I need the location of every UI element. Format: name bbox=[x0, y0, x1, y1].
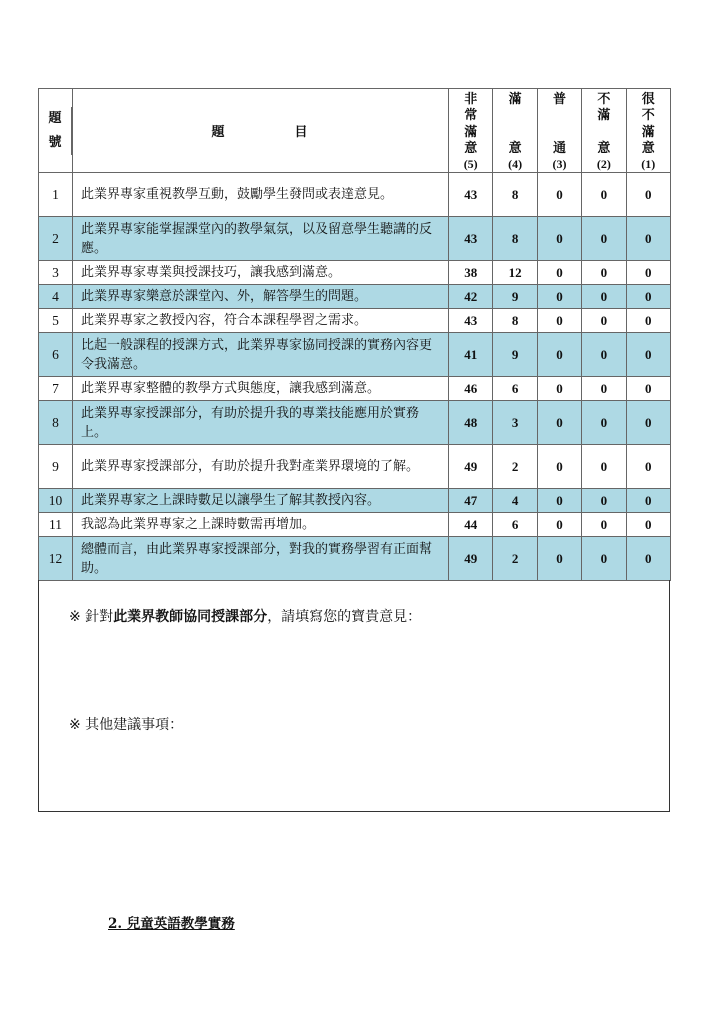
rating-count-3: 0 bbox=[537, 401, 581, 445]
table-row bbox=[39, 217, 671, 261]
header-number-bottom: 號 bbox=[48, 134, 62, 150]
rating-count-1: 0 bbox=[626, 333, 670, 377]
row-number: 11 bbox=[39, 513, 73, 537]
rating-count-5: 43 bbox=[449, 309, 493, 333]
rating-count-3: 0 bbox=[537, 377, 581, 401]
rating-count-4: 2 bbox=[493, 537, 537, 581]
row-number: 1 bbox=[39, 173, 73, 217]
rating-count-4: 3 bbox=[493, 401, 537, 445]
rating-count-4: 9 bbox=[493, 285, 537, 309]
comment-prompt-suffix: ，請填寫您的寶貴意見： bbox=[267, 609, 422, 625]
rating-count-2: 0 bbox=[582, 333, 626, 377]
rating-count-1: 0 bbox=[626, 173, 670, 217]
header-question-1: 題 bbox=[211, 125, 227, 140]
rating-count-4: 6 bbox=[493, 513, 537, 537]
rating-count-2: 0 bbox=[582, 285, 626, 309]
row-number: 8 bbox=[39, 401, 73, 445]
header-number bbox=[39, 89, 73, 173]
header-rating-4 bbox=[493, 89, 537, 173]
rating-count-2: 0 bbox=[582, 173, 626, 217]
rating-count-5: 42 bbox=[449, 285, 493, 309]
rating-count-5: 49 bbox=[449, 445, 493, 489]
rating-count-2: 0 bbox=[582, 489, 626, 513]
row-question: 總體而言，由此業界專家授課部分，對我的實務學習有正面幫助。 bbox=[73, 537, 449, 581]
header-number-top: 題 bbox=[48, 110, 62, 126]
rating-count-2: 0 bbox=[582, 377, 626, 401]
rating-count-5: 43 bbox=[449, 217, 493, 261]
rating-count-3: 0 bbox=[537, 217, 581, 261]
rating-count-3: 0 bbox=[537, 309, 581, 333]
rating-code: (2) bbox=[596, 156, 611, 171]
rating-count-5: 46 bbox=[449, 377, 493, 401]
rating-code: (3) bbox=[552, 156, 567, 171]
rating-count-4: 8 bbox=[493, 309, 537, 333]
rating-count-3: 0 bbox=[537, 489, 581, 513]
table-row bbox=[39, 445, 671, 489]
header-question bbox=[73, 89, 449, 173]
table-header-row bbox=[39, 89, 671, 173]
table-row bbox=[39, 489, 671, 513]
rating-count-2: 0 bbox=[582, 537, 626, 581]
rating-code: (1) bbox=[641, 156, 656, 171]
rating-count-2: 0 bbox=[582, 401, 626, 445]
rating-count-1: 0 bbox=[626, 537, 670, 581]
header-char: 意 bbox=[508, 141, 522, 157]
table-row bbox=[39, 333, 671, 377]
rating-count-1: 0 bbox=[626, 513, 670, 537]
row-question: 此業界專家授課部分，有助於提升我的專業技能應用於實務上。 bbox=[73, 401, 449, 445]
header-char: 不 bbox=[597, 91, 611, 107]
rating-count-4: 8 bbox=[493, 173, 537, 217]
header-char: 意 bbox=[464, 141, 478, 157]
rating-count-2: 0 bbox=[582, 445, 626, 489]
table-row bbox=[39, 309, 671, 333]
header-rating-2 bbox=[582, 89, 626, 173]
header-char: 滿 bbox=[641, 124, 655, 140]
rating-count-5: 44 bbox=[449, 513, 493, 537]
rating-count-3: 0 bbox=[537, 333, 581, 377]
rating-count-5: 41 bbox=[449, 333, 493, 377]
row-number: 2 bbox=[39, 217, 73, 261]
rating-count-3: 0 bbox=[537, 285, 581, 309]
row-question: 此業界專家能掌握課堂內的教學氣氛，以及留意學生聽講的反應。 bbox=[73, 217, 449, 261]
table-row bbox=[39, 173, 671, 217]
row-number: 9 bbox=[39, 445, 73, 489]
rating-count-4: 4 bbox=[493, 489, 537, 513]
comment-box[interactable] bbox=[38, 580, 670, 812]
rating-count-4: 6 bbox=[493, 377, 537, 401]
table-row bbox=[39, 285, 671, 309]
header-char bbox=[557, 109, 562, 123]
header-char: 通 bbox=[552, 141, 566, 157]
row-question: 此業界專家授課部分，有助於提升我對產業界環境的了解。 bbox=[73, 445, 449, 489]
row-question: 此業界專家之上課時數足以讓學生了解其教授內容。 bbox=[73, 489, 449, 513]
row-question: 此業界專家整體的教學方式與態度，讓我感到滿意。 bbox=[73, 377, 449, 401]
table-row bbox=[39, 537, 671, 581]
header-char: 滿 bbox=[508, 91, 522, 107]
rating-count-1: 0 bbox=[626, 309, 670, 333]
rating-count-1: 0 bbox=[626, 445, 670, 489]
header-char bbox=[602, 126, 607, 140]
header-question-2: 目 bbox=[294, 125, 310, 140]
rating-count-1: 0 bbox=[626, 377, 670, 401]
rating-count-2: 0 bbox=[582, 261, 626, 285]
rating-count-3: 0 bbox=[537, 445, 581, 489]
header-char bbox=[513, 109, 518, 123]
rating-code: (5) bbox=[463, 156, 478, 171]
rating-count-1: 0 bbox=[626, 285, 670, 309]
row-number: 10 bbox=[39, 489, 73, 513]
row-number: 3 bbox=[39, 261, 73, 285]
rating-count-5: 43 bbox=[449, 173, 493, 217]
header-char bbox=[513, 126, 518, 140]
rating-count-5: 47 bbox=[449, 489, 493, 513]
header-rating-5 bbox=[449, 89, 493, 173]
rating-count-3: 0 bbox=[537, 537, 581, 581]
row-number: 4 bbox=[39, 285, 73, 309]
row-question: 此業界專家專業與授課技巧，讓我感到滿意。 bbox=[73, 261, 449, 285]
row-question: 我認為此業界專家之上課時數需再增加。 bbox=[73, 513, 449, 537]
row-number: 7 bbox=[39, 377, 73, 401]
table-row bbox=[39, 377, 671, 401]
header-char: 滿 bbox=[464, 124, 478, 140]
satisfaction-table bbox=[38, 88, 671, 581]
rating-count-3: 0 bbox=[537, 513, 581, 537]
rating-count-1: 0 bbox=[626, 217, 670, 261]
section-title: 2. 兒童英語教學實務 bbox=[108, 916, 235, 932]
header-char: 意 bbox=[641, 141, 655, 157]
comment-prompt-prefix: ※ 針對 bbox=[69, 609, 114, 625]
rating-count-4: 2 bbox=[493, 445, 537, 489]
header-rating-1 bbox=[626, 89, 670, 173]
table-row bbox=[39, 261, 671, 285]
rating-count-3: 0 bbox=[537, 261, 581, 285]
rating-count-4: 8 bbox=[493, 217, 537, 261]
header-rating-3 bbox=[537, 89, 581, 173]
row-question: 此業界專家樂意於課堂內、外，解答學生的問題。 bbox=[73, 285, 449, 309]
row-question: 比起一般課程的授課方式，此業界專家協同授課的實務內容更令我滿意。 bbox=[73, 333, 449, 377]
row-number: 6 bbox=[39, 333, 73, 377]
rating-code: (4) bbox=[508, 156, 523, 171]
table-row bbox=[39, 513, 671, 537]
rating-count-1: 0 bbox=[626, 489, 670, 513]
rating-count-2: 0 bbox=[582, 309, 626, 333]
header-char: 意 bbox=[597, 141, 611, 157]
header-char: 滿 bbox=[597, 108, 611, 124]
header-char: 不 bbox=[641, 108, 655, 124]
header-char: 很 bbox=[641, 91, 655, 107]
header-char: 非 bbox=[464, 91, 478, 107]
header-char: 普 bbox=[552, 91, 566, 107]
rating-count-2: 0 bbox=[582, 513, 626, 537]
rating-count-5: 48 bbox=[449, 401, 493, 445]
rating-count-2: 0 bbox=[582, 217, 626, 261]
row-question: 此業界專家之教授內容，符合本課程學習之需求。 bbox=[73, 309, 449, 333]
header-char: 常 bbox=[464, 108, 478, 124]
comment-prompt-bold: 此業界教師協同授課部分 bbox=[113, 609, 268, 625]
table-row bbox=[39, 401, 671, 445]
rating-count-5: 49 bbox=[449, 537, 493, 581]
rating-count-5: 38 bbox=[449, 261, 493, 285]
rating-count-3: 0 bbox=[537, 173, 581, 217]
row-number: 12 bbox=[39, 537, 73, 581]
rating-count-4: 12 bbox=[493, 261, 537, 285]
rating-count-4: 9 bbox=[493, 333, 537, 377]
header-char bbox=[557, 126, 562, 140]
comment-prompt-other: ※ 其他建議事項： bbox=[69, 717, 184, 733]
rating-count-1: 0 bbox=[626, 261, 670, 285]
comment-prompt-teaching bbox=[69, 606, 421, 626]
row-number: 5 bbox=[39, 309, 73, 333]
rating-count-1: 0 bbox=[626, 401, 670, 445]
row-question: 此業界專家重視教學互動，鼓勵學生發問或表達意見。 bbox=[73, 173, 449, 217]
